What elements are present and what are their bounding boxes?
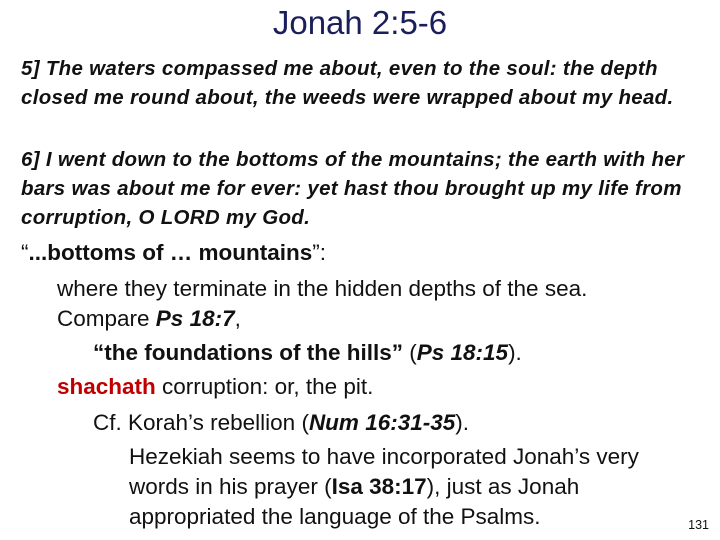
shachath-definition: corruption: or, the pit. [155,374,374,399]
note-hezekiah-2 [129,473,579,501]
compare-suffix: , [234,306,241,331]
scripture-ref-ps-18-7: Ps 18:7 [155,306,235,331]
hezekiah-prefix: words in his prayer ( [129,474,332,499]
hezekiah-suffix: ), just as Jonah [426,474,580,499]
heading-close: ”: [312,240,326,265]
note-hezekiah-3: appropriated the language of the Psalms. [129,504,541,529]
scripture-ref-ps-18-15: Ps 18:15 [416,340,509,365]
korah-prefix: Cf. Korah’s rebellion ( [93,410,309,435]
foundations-close: ). [508,340,522,365]
scripture-ref-isa-38-17: Isa 38:17 [331,474,427,499]
page-number: 131 [688,518,709,532]
heading-phrase: ...bottoms of … mountains [28,240,313,265]
note-compare [57,305,241,333]
verse-5: 5] The waters compassed me about, even to the soul: the depth closed me round about, the weeds were wrapped about my head. [21,57,674,110]
compare-prefix: Compare [57,306,156,331]
note-depths: where they terminate in the hidden depths of the sea. [57,276,588,301]
note-hezekiah-1: Hezekiah seems to have incorporated Jonah’s very [129,444,639,469]
verse-6: 6] I went down to the bottoms of the mountains; the earth with her bars was about me for ever: yet hast thou brought up my life from corruption, O LORD my God. [21,148,685,230]
slide-title: Jonah 2:5-6 [272,4,448,41]
foundations-quote: “the foundations of the hills” [93,340,403,365]
commentary-heading [21,239,326,267]
korah-suffix: ). [455,410,470,435]
hebrew-word: shachath [57,374,156,399]
note-korah [93,409,469,437]
heading-open-quote: “ [21,240,29,265]
foundations-open: ( [402,340,417,365]
note-shachath [57,373,373,401]
note-foundations [93,339,522,367]
scripture-ref-num-16: Num 16:31-35 [308,410,456,435]
